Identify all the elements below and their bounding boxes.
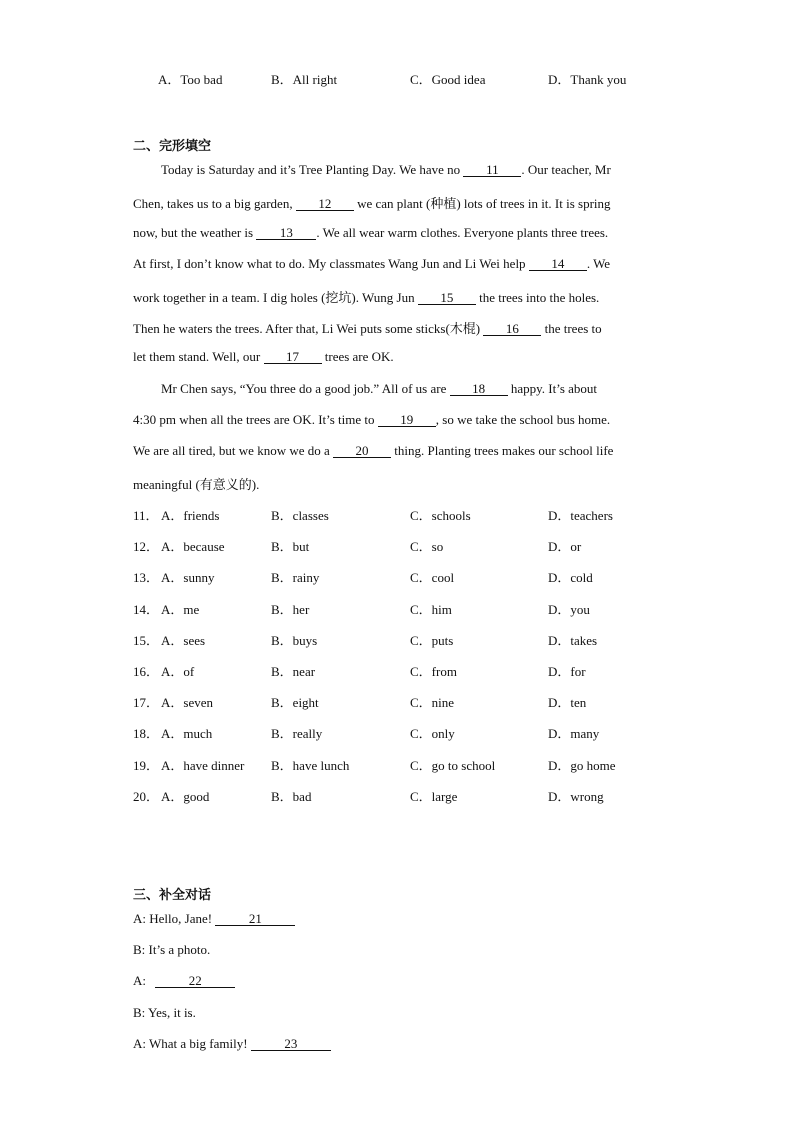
top-option-a: A．Too bad bbox=[158, 72, 223, 87]
answer-option-b: B．her bbox=[271, 601, 310, 617]
answer-option-a: A．much bbox=[161, 726, 213, 742]
top-option-c: C．Good idea bbox=[410, 72, 486, 87]
question-number: 13． bbox=[133, 570, 160, 586]
answer-option-a: A．friends bbox=[161, 508, 220, 523]
answer-option-a: A．sees bbox=[161, 632, 206, 648]
top-option-b: B．All right bbox=[271, 72, 338, 87]
question-number: 17． bbox=[133, 695, 160, 711]
answer-option-a: A．sunny bbox=[161, 570, 215, 586]
answer-blank: 21 bbox=[215, 912, 295, 926]
answer-option-c: C．cool bbox=[410, 570, 455, 586]
answer-blank: 15 bbox=[418, 291, 476, 305]
question-number: 11． bbox=[133, 508, 159, 523]
passage-line: Chen, takes us to a big garden, 12 we can plant (种植) lots of trees in it. It is spring bbox=[133, 196, 611, 211]
dialogue-line: B: Yes, it is. bbox=[133, 1005, 196, 1020]
question-number: 12． bbox=[133, 539, 160, 555]
dialogue-line: A: What a big family! 23 bbox=[133, 1036, 331, 1052]
answer-option-d: D．ten bbox=[548, 695, 587, 711]
answer-option-a: A．of bbox=[161, 664, 195, 679]
passage-line: At first, I don’t know what to do. My classmates Wang Jun and Li Wei help 14 . We bbox=[133, 256, 611, 271]
answer-blank: 22 bbox=[155, 974, 235, 988]
passage-line: Mr Chen says, “You three do a good job.” All of us are 18 happy. It’s about bbox=[161, 381, 598, 396]
passage-line: now, but the weather is 13 . We all wear warm clothes. Everyone plants three trees. bbox=[133, 225, 609, 240]
answer-option-d: D．teachers bbox=[548, 508, 613, 523]
question-number: 16． bbox=[133, 664, 160, 679]
passage-line: 4:30 pm when all the trees are OK. It’s time to 19 , so we take the school bus home. bbox=[133, 412, 611, 427]
answer-option-a: A．me bbox=[161, 601, 200, 617]
passage-line: work together in a team. I dig holes (挖坑). Wung Jun 15 the trees into the holes. bbox=[133, 290, 600, 305]
answer-blank: 19 bbox=[378, 413, 436, 427]
answer-option-d: D．cold bbox=[548, 570, 593, 586]
answer-blank: 14 bbox=[529, 257, 587, 271]
answer-option-b: B．rainy bbox=[271, 570, 320, 586]
answer-option-b: B．but bbox=[271, 539, 310, 555]
answer-blank: 18 bbox=[450, 382, 508, 396]
answer-blank: 13 bbox=[256, 226, 316, 240]
dialogue-line: A: 22 bbox=[133, 973, 235, 989]
answer-option-b: B．buys bbox=[271, 632, 318, 648]
passage-line: meaningful (有意义的). bbox=[133, 477, 260, 492]
dialogue-line: A: Hello, Jane! 21 bbox=[133, 911, 295, 927]
answer-option-c: C．nine bbox=[410, 695, 455, 711]
answer-blank: 16 bbox=[483, 322, 541, 336]
question-number: 18． bbox=[133, 726, 160, 742]
answer-blank: 11 bbox=[463, 163, 521, 177]
answer-option-d: D．wrong bbox=[548, 788, 604, 804]
section-title-dialogue: 三、补全对话 bbox=[133, 888, 212, 903]
question-number: 15． bbox=[133, 632, 160, 648]
answer-option-b: B．classes bbox=[271, 508, 329, 523]
answer-option-c: C．so bbox=[410, 539, 444, 555]
answer-option-c: C．only bbox=[410, 726, 455, 742]
answer-option-c: C．him bbox=[410, 601, 452, 617]
dialogue-line: B: It’s a photo. bbox=[133, 942, 211, 957]
answer-option-b: B．have lunch bbox=[271, 757, 350, 773]
answer-option-b: B．really bbox=[271, 726, 323, 742]
top-option-d: D．Thank you bbox=[548, 72, 627, 87]
answer-option-d: D．you bbox=[548, 601, 590, 617]
answer-option-a: A．because bbox=[161, 539, 225, 555]
passage-line: Then he waters the trees. After that, Li Wei puts some sticks(木棍) 16 the trees to bbox=[133, 321, 602, 336]
answer-option-d: D．many bbox=[548, 726, 600, 742]
answer-option-c: C．go to school bbox=[410, 757, 496, 773]
answer-blank: 23 bbox=[251, 1037, 331, 1051]
answer-blank: 12 bbox=[296, 197, 354, 211]
answer-option-c: C．schools bbox=[410, 508, 471, 523]
passage-line: let them stand. Well, our 17 trees are OK. bbox=[133, 349, 394, 364]
question-number: 19． bbox=[133, 757, 160, 773]
answer-option-a: A．have dinner bbox=[161, 757, 245, 773]
answer-option-d: D．go home bbox=[548, 757, 616, 773]
section-title-cloze: 二、完形填空 bbox=[133, 139, 212, 154]
answer-blank: 17 bbox=[264, 350, 322, 364]
answer-option-d: D．takes bbox=[548, 632, 598, 648]
answer-option-d: D．or bbox=[548, 539, 582, 555]
passage-line: We are all tired, but we know we do a 20 thing. Planting trees makes our school life bbox=[133, 443, 614, 458]
question-number: 14． bbox=[133, 601, 160, 617]
answer-option-c: C．large bbox=[410, 788, 458, 804]
answer-option-a: A．good bbox=[161, 788, 210, 804]
answer-option-c: C．from bbox=[410, 664, 457, 679]
passage-line: Today is Saturday and it’s Tree Planting Day. We have no 11 . Our teacher, Mr bbox=[161, 162, 611, 177]
question-number: 20． bbox=[133, 788, 160, 804]
answer-option-b: B．near bbox=[271, 664, 316, 679]
answer-option-b: B．bad bbox=[271, 788, 312, 804]
answer-option-d: D．for bbox=[548, 664, 586, 679]
answer-option-b: B．eight bbox=[271, 695, 319, 711]
answer-blank: 20 bbox=[333, 444, 391, 458]
answer-option-c: C．puts bbox=[410, 632, 454, 648]
answer-option-a: A．seven bbox=[161, 695, 213, 711]
